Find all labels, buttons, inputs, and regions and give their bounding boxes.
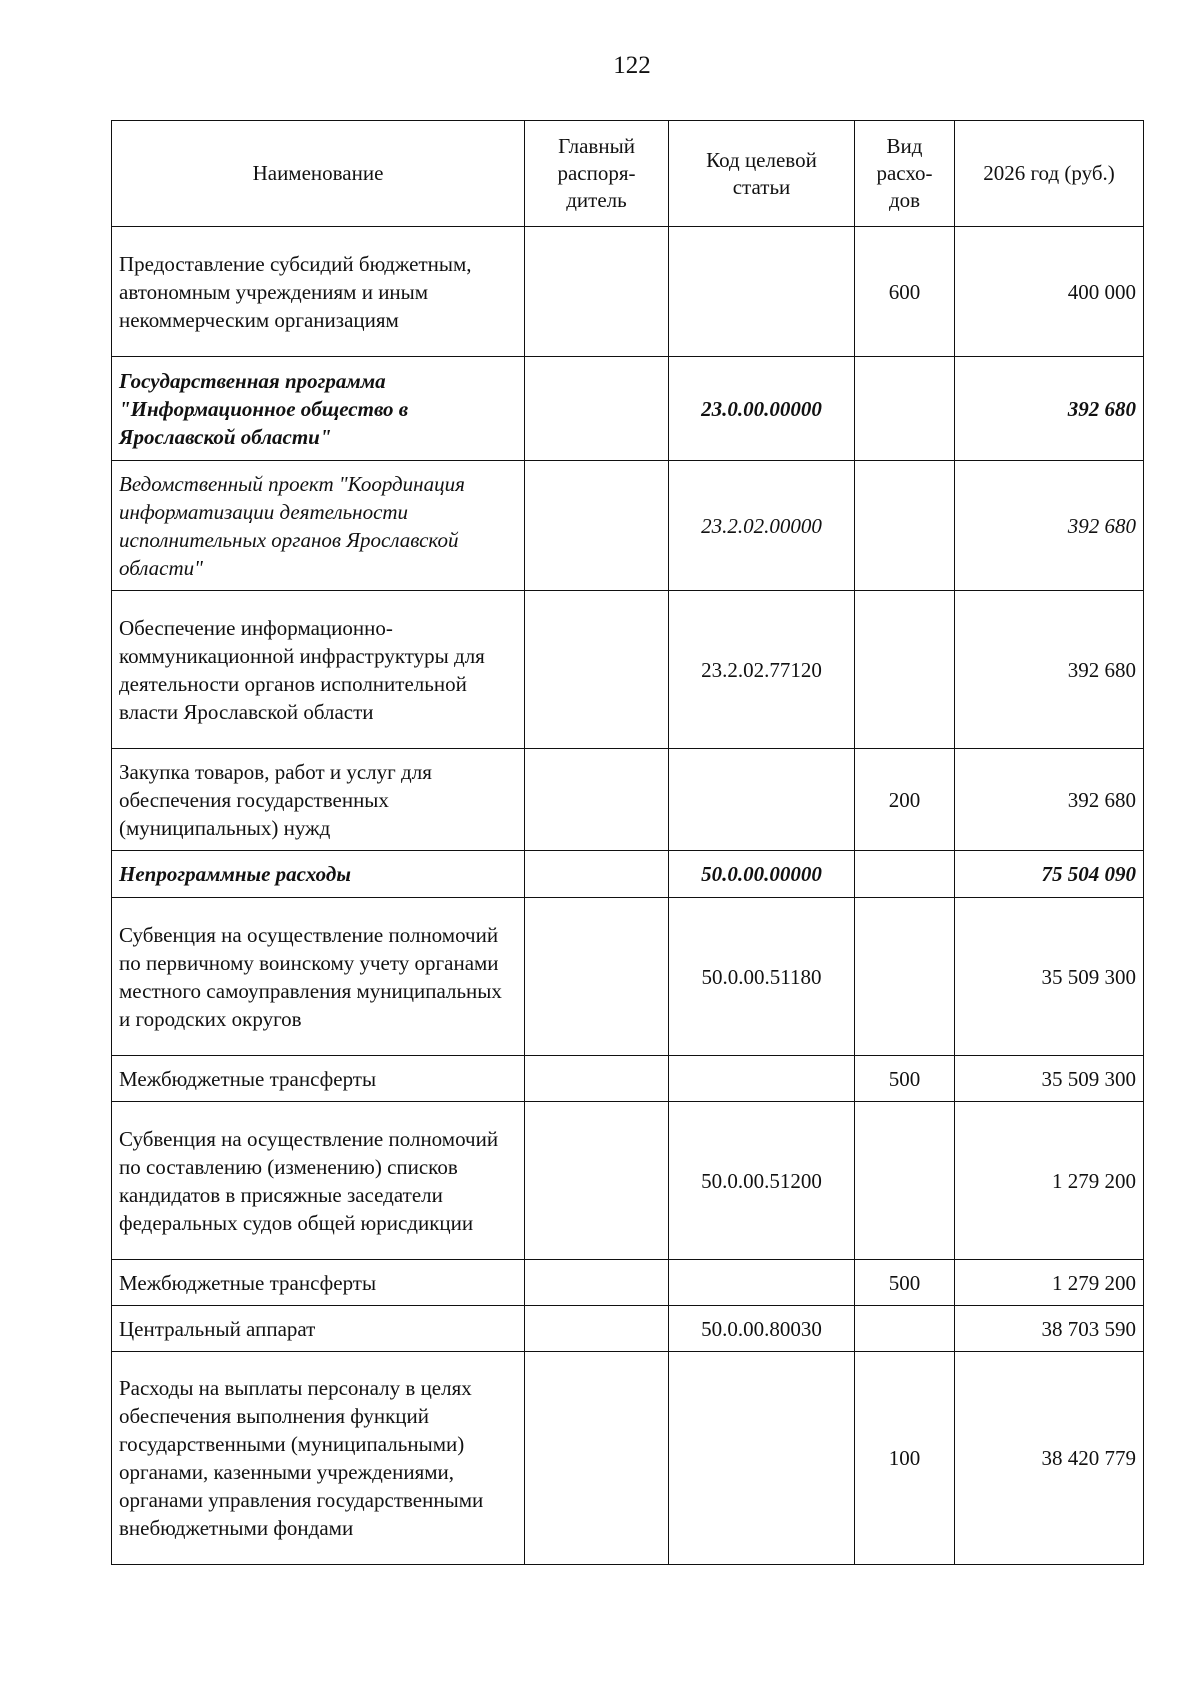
row-name: Закупка товаров, работ и услуг для обеспечения государственных (муниципальных) нужд	[112, 749, 525, 851]
row-sum: 392 680	[955, 749, 1144, 851]
row-name: Обеспечение информационно-коммуникационной инфраструктуры для деятельности органов исполнительной власти Ярославской области	[112, 591, 525, 749]
header-sum-2026: 2026 год (руб.)	[955, 121, 1144, 227]
row-main-manager	[525, 1260, 669, 1306]
header-name: Наименование	[112, 121, 525, 227]
table-row	[112, 851, 1144, 898]
table-row	[112, 1102, 1144, 1260]
row-main-manager	[525, 898, 669, 1056]
table-row	[112, 227, 1144, 357]
row-sum: 38 703 590	[955, 1306, 1144, 1352]
table-row	[112, 749, 1144, 851]
row-name: Центральный аппарат	[112, 1306, 525, 1352]
row-sum: 1 279 200	[955, 1260, 1144, 1306]
table-row	[112, 1352, 1144, 1565]
row-name: Субвенция на осуществление полномочий по составлению (изменению) списков кандидатов в присяжные заседатели федеральных судов общей юрисдикции	[112, 1102, 525, 1260]
row-target-code	[669, 1352, 855, 1565]
header-expense-kind: Вид расхо-дов	[855, 121, 955, 227]
row-target-code: 23.2.02.00000	[669, 461, 855, 591]
row-expense-kind	[855, 898, 955, 1056]
row-expense-kind: 500	[855, 1260, 955, 1306]
row-main-manager	[525, 1352, 669, 1565]
row-expense-kind	[855, 1306, 955, 1352]
row-main-manager	[525, 749, 669, 851]
row-name: Государственная программа "Информационное общество в Ярославской области"	[112, 357, 525, 461]
table-header-row	[112, 121, 1144, 227]
row-target-code	[669, 749, 855, 851]
row-main-manager	[525, 461, 669, 591]
row-target-code: 50.0.00.00000	[669, 851, 855, 898]
table-row	[112, 1306, 1144, 1352]
row-sum: 392 680	[955, 591, 1144, 749]
row-expense-kind	[855, 851, 955, 898]
row-expense-kind	[855, 461, 955, 591]
row-expense-kind	[855, 357, 955, 461]
row-sum: 1 279 200	[955, 1102, 1144, 1260]
table-row	[112, 591, 1144, 749]
row-name: Межбюджетные трансферты	[112, 1056, 525, 1102]
row-target-code	[669, 1056, 855, 1102]
row-expense-kind: 100	[855, 1352, 955, 1565]
row-expense-kind: 200	[855, 749, 955, 851]
row-main-manager	[525, 1306, 669, 1352]
row-expense-kind	[855, 1102, 955, 1260]
row-target-code: 50.0.00.80030	[669, 1306, 855, 1352]
row-target-code: 23.0.00.00000	[669, 357, 855, 461]
header-main-manager: Главный распоря-дитель	[525, 121, 669, 227]
row-main-manager	[525, 357, 669, 461]
row-main-manager	[525, 591, 669, 749]
budget-table	[111, 120, 1144, 1565]
row-main-manager	[525, 1102, 669, 1260]
table-row	[112, 1056, 1144, 1102]
row-name: Предоставление субсидий бюджетным, автономным учреждениям и иным некоммерческим организациям	[112, 227, 525, 357]
row-name: Непрограммные расходы	[112, 851, 525, 898]
table-row	[112, 898, 1144, 1056]
row-target-code	[669, 227, 855, 357]
row-name: Расходы на выплаты персоналу в целях обеспечения выполнения функций государственными (муниципальными) органами, казенными учреждениями, органами управления государственными внебюджетными фондами	[112, 1352, 525, 1565]
table-row	[112, 461, 1144, 591]
row-sum: 392 680	[955, 357, 1144, 461]
row-sum: 75 504 090	[955, 851, 1144, 898]
table-row	[112, 357, 1144, 461]
header-target-code: Код целевой статьи	[669, 121, 855, 227]
table-row	[112, 1260, 1144, 1306]
row-expense-kind: 600	[855, 227, 955, 357]
table-body	[112, 227, 1144, 1565]
row-name: Ведомственный проект "Координация информатизации деятельности исполнительных органов Ярославской области"	[112, 461, 525, 591]
row-target-code	[669, 1260, 855, 1306]
row-target-code: 50.0.00.51200	[669, 1102, 855, 1260]
row-expense-kind: 500	[855, 1056, 955, 1102]
row-expense-kind	[855, 591, 955, 749]
row-sum: 35 509 300	[955, 1056, 1144, 1102]
row-target-code: 23.2.02.77120	[669, 591, 855, 749]
row-main-manager	[525, 1056, 669, 1102]
row-sum: 35 509 300	[955, 898, 1144, 1056]
row-name: Субвенция на осуществление полномочий по первичному воинскому учету органами местного самоуправления муниципальных и городских округов	[112, 898, 525, 1056]
row-main-manager	[525, 227, 669, 357]
row-sum: 38 420 779	[955, 1352, 1144, 1565]
row-name: Межбюджетные трансферты	[112, 1260, 525, 1306]
row-sum: 400 000	[955, 227, 1144, 357]
row-target-code: 50.0.00.51180	[669, 898, 855, 1056]
row-main-manager	[525, 851, 669, 898]
page-number: 122	[613, 52, 651, 79]
row-sum: 392 680	[955, 461, 1144, 591]
